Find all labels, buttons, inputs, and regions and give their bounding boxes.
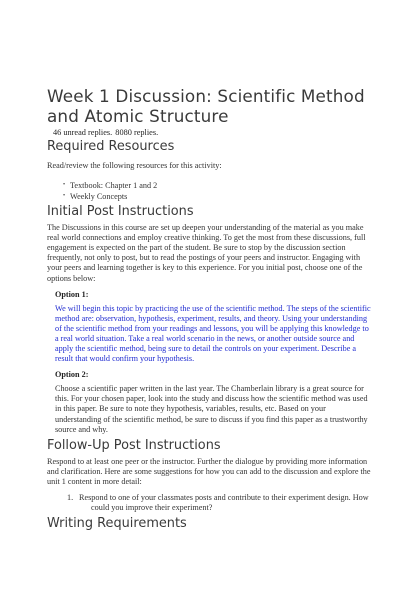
follow-up-suggestions xyxy=(67,492,374,513)
option-1-text: We will begin this topic by practicing the use of the scientific method. The steps of the scientific method are: observation, hypothesis, experiment, results, and theory. Using your understanding of the scientific method from your readings and lessons, you will be applying this knowledge to a real world situation. Take a real world scenario in the news, or another outside source and apply the scientific method, being sure to detail the controls on your experiment. Describe a result that would confirm your hypothesis. xyxy=(55,303,371,364)
list-item xyxy=(67,492,374,513)
follow-up-body: Respond to at least one peer or the instructor. Further the dialogue by providing more information and clarification. Here are some suggestions for how you can add to the discussion and explore the unit 1 content in more detail: xyxy=(47,456,371,486)
list-item-number: 1. xyxy=(67,492,74,502)
required-resources-heading: Required Resources xyxy=(47,139,175,154)
writing-requirements-heading: Writing Requirements xyxy=(47,516,187,532)
resource-item: • Textbook: Chapter 1 and 2 xyxy=(63,180,374,191)
reply-count xyxy=(53,127,374,138)
option-2-label: Option 2: xyxy=(55,370,89,380)
page-title: Week 1 Discussion: Scientific Method and Atomic Structure xyxy=(47,86,365,126)
initial-post-body: The Discussions in this course are set up deepen your understanding of the material as you make real world connections and employ creative thinking. To get the most from these discussions, full engagement is expected on the part of the student. Be sure to stop by the discussion section frequently, not only to post, but to read the postings of your peers and instructor. Engaging with your peers and learning together is key to this experience. For you initial post, choose one of the options below: xyxy=(47,223,366,283)
initial-post-heading: Initial Post Instructions xyxy=(47,204,194,220)
option-1-label: Option 1: xyxy=(55,289,89,299)
option-2-text: Choose a scientific paper written in the last year. The Chamberlain library is a great source for this. For your chosen paper, look into the study and discuss how the scientific method was used in this paper. Be sure to note they hypothesis, variables, results, etc. Based on your understanding of the scientific method, be sure to discuss if you find this paper as a trustworthy source and why. xyxy=(55,384,368,434)
unread-replies-count: 46 unread replies. xyxy=(53,128,113,137)
total-replies-count: 8080 replies. xyxy=(115,128,159,137)
list-item-text-continued: could you improve their experiment? xyxy=(91,503,213,513)
list-item-text: Respond to one of your classmates posts and contribute to their experiment design. How xyxy=(79,492,369,502)
required-resources-lead: Read/review the following resources for this activity: xyxy=(47,161,222,170)
resource-list xyxy=(63,180,374,202)
follow-up-heading: Follow-Up Post Instructions xyxy=(47,437,221,453)
resource-item: • Weekly Concepts xyxy=(63,191,374,202)
